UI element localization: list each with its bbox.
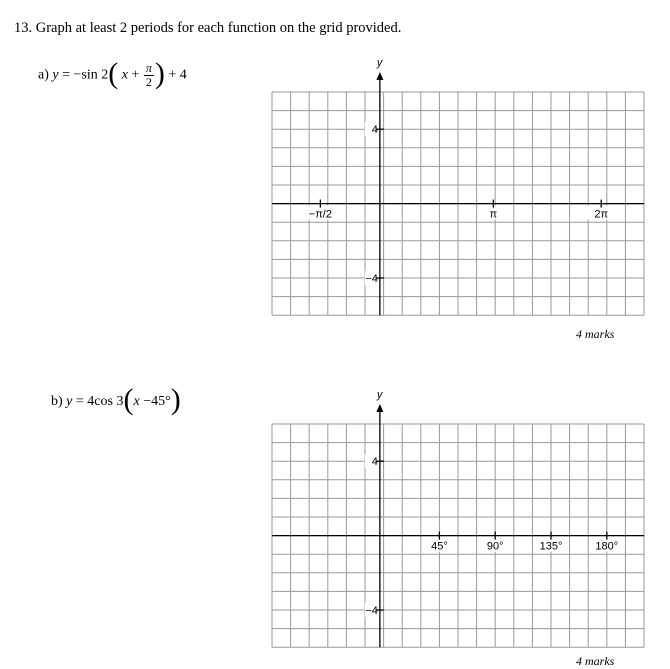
part-b-x-tick-label: 90°: [486, 540, 504, 553]
part-a-frac-den: 2: [145, 75, 152, 89]
part-a-eq-func: −sin 2: [73, 67, 109, 83]
part-a-y-tick-label: −4: [365, 273, 378, 285]
part-b-eq-func: 4cos 3: [87, 394, 124, 409]
part-a-y-axis-label: y: [376, 57, 383, 69]
right-paren: ): [154, 56, 165, 90]
right-paren: ): [170, 383, 181, 416]
part-b-eq-x: x: [133, 394, 140, 409]
part-b-label: b): [51, 394, 63, 409]
part-a-x-tick-label: −π/2: [308, 208, 332, 221]
part-b-y-tick-label: 4: [371, 456, 378, 469]
question-text: Graph at least 2 periods for each function on the grid provided.: [35, 20, 402, 36]
part-b-y-axis-label: y: [376, 389, 383, 401]
part-b-y-tick-label: −4: [365, 605, 378, 617]
part-a-eq-x: x: [121, 67, 128, 83]
part-a-grid[interactable]: [272, 57, 646, 322]
part-a-x-tick-label: π: [489, 208, 498, 221]
part-b-eq-equals: =: [75, 394, 84, 409]
part-b-x-tick-label: 135°: [539, 540, 563, 553]
part-a-y-tick-label: 4: [371, 124, 378, 137]
part-a-eq-y: y: [52, 67, 59, 83]
question-heading: [14, 20, 401, 37]
part-a-equation: [38, 56, 187, 90]
part-b-equation: [51, 383, 181, 416]
part-b-grid[interactable]: [272, 389, 646, 654]
part-a-fraction: [144, 62, 154, 89]
part-a-frac-num: π: [145, 61, 152, 75]
part-b-x-tick-label: 180°: [595, 540, 619, 553]
part-b-marks: 4 marks: [576, 654, 615, 668]
part-a-marks: 4 marks: [576, 327, 615, 341]
part-b-eq-y: y: [66, 394, 73, 409]
part-a-eq-plus: +: [131, 67, 140, 83]
left-paren: (: [108, 56, 119, 90]
left-paren: (: [123, 383, 134, 416]
part-a-eq-tail: + 4: [168, 67, 187, 83]
part-b-y-axis-arrow: [376, 404, 383, 412]
part-a-x-tick-label: 2π: [594, 208, 609, 221]
part-a-eq-equals: =: [62, 67, 71, 83]
question-number: 13.: [14, 20, 33, 36]
part-b-x-tick-label: 45°: [431, 540, 448, 553]
part-b-eq-minus: −45°: [143, 394, 171, 409]
part-a-y-axis-arrow: [376, 72, 383, 80]
part-a-label: a): [38, 67, 49, 83]
